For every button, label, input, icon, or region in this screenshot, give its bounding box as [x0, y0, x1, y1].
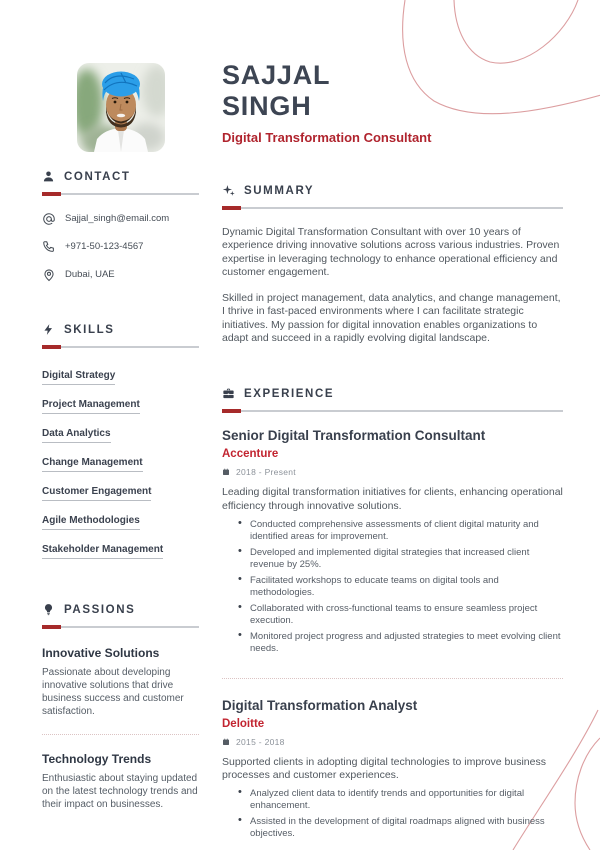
first-name: SAJJAL [222, 60, 331, 90]
skill-item: Stakeholder Management [42, 539, 199, 559]
calendar-icon [222, 468, 230, 476]
summary-heading: SUMMARY [244, 184, 315, 197]
skill-item: Project Management [42, 394, 199, 414]
contact-email-row [42, 211, 199, 226]
phone-value: +971-50-123-4567 [65, 241, 144, 252]
person-icon [42, 170, 55, 183]
job-bullet-list [222, 519, 563, 655]
job-bullet: • Assisted in the development of digital roadmaps aligned with business objectives. [250, 816, 563, 840]
experience-entry [222, 698, 563, 840]
dotted-divider [222, 678, 563, 679]
map-pin-icon [42, 268, 56, 282]
section-divider [222, 409, 563, 413]
sparkle-icon [222, 184, 235, 197]
job-bullet: • Developed and implemented digital strategies that increased client revenue by 25%. [250, 547, 563, 571]
location-value: Dubai, UAE [65, 269, 115, 280]
skill-item: Agile Methodologies [42, 510, 199, 530]
profile-photo [77, 63, 165, 152]
contact-heading: CONTACT [64, 170, 131, 183]
contact-phone-row [42, 239, 199, 254]
dotted-divider [42, 734, 199, 735]
summary-paragraph: Dynamic Digital Transformation Consultant with over 10 years of experience driving innovative solutions across various industries. Proven expertise in leveraging technology to enhance operational efficiency and customer engagement. [222, 226, 560, 278]
passions-section [42, 603, 199, 811]
last-name: SINGH [222, 91, 312, 121]
passion-text: Enthusiastic about staying updated on the latest technology trends and their impact on businesses. [42, 773, 198, 810]
contact-location-row [42, 267, 199, 282]
profession-title: Digital Transformation Consultant [222, 130, 432, 145]
summary-section [222, 184, 563, 345]
section-divider [42, 345, 199, 349]
job-description: Supported clients in adopting digital technologies to improve business processes and customer experiences. [222, 755, 546, 781]
company-name: Accenture [222, 448, 279, 461]
passion-text: Passionate about developing innovative solutions that drive business success and customer satisfaction. [42, 667, 184, 717]
skill-item: Customer Engagement [42, 481, 199, 501]
experience-heading: EXPERIENCE [244, 387, 335, 400]
job-dates: 2018 - Present [236, 467, 296, 478]
job-bullet: • Monitored project progress and adjusted strategies to meet evolving client needs. [250, 631, 563, 655]
skill-item: Data Analytics [42, 423, 199, 443]
skill-item: Change Management [42, 452, 199, 472]
briefcase-icon [222, 387, 235, 400]
lightning-icon [42, 323, 55, 336]
skill-item: Digital Strategy [42, 365, 199, 385]
job-title: Senior Digital Transformation Consultant [222, 428, 486, 444]
job-title: Digital Transformation Analyst [222, 697, 418, 713]
job-bullet: • Conducted comprehensive assessments of client digital maturity and identified areas for improvement. [250, 519, 563, 543]
passions-heading: PASSIONS [64, 603, 136, 616]
passion-title: Innovative Solutions [42, 646, 160, 660]
skills-section [42, 323, 199, 559]
at-icon [42, 212, 56, 226]
experience-section [222, 387, 563, 839]
job-description: Leading digital transformation initiatives for clients, enhancing operational efficiency through innovative solutions. [222, 486, 563, 512]
lightbulb-icon [42, 603, 55, 616]
contact-section [42, 170, 199, 282]
job-bullet-list [222, 788, 563, 840]
skills-heading: SKILLS [64, 323, 115, 336]
section-divider [42, 192, 199, 196]
section-divider [42, 625, 199, 629]
job-dates: 2015 - 2018 [236, 736, 285, 747]
experience-entry [222, 428, 563, 654]
passion-title: Technology Trends [42, 752, 152, 766]
summary-paragraph: Skilled in project management, data analytics, and change management, I thrive in fast-paced environments where I can facilitate strategic initiatives. My passion for digital innovation enables organizations to adapt and succeed in a rapidly evolving digital landscape. [222, 292, 561, 345]
passion-entry [42, 646, 199, 718]
page-title [222, 60, 563, 122]
job-bullet: • Collaborated with cross-functional teams to ensure seamless project execution. [250, 603, 563, 627]
job-bullet: • Facilitated workshops to educate teams on digital tools and methodologies. [250, 575, 563, 599]
company-name: Deloitte [222, 717, 265, 730]
section-divider [222, 206, 563, 210]
calendar-icon [222, 738, 230, 746]
passion-entry [42, 752, 199, 811]
job-bullet: • Analyzed client data to identify trends and opportunities for digital enhancement. [250, 788, 563, 812]
email-value: Sajjal_singh@email.com [65, 213, 170, 224]
phone-icon [42, 240, 56, 254]
